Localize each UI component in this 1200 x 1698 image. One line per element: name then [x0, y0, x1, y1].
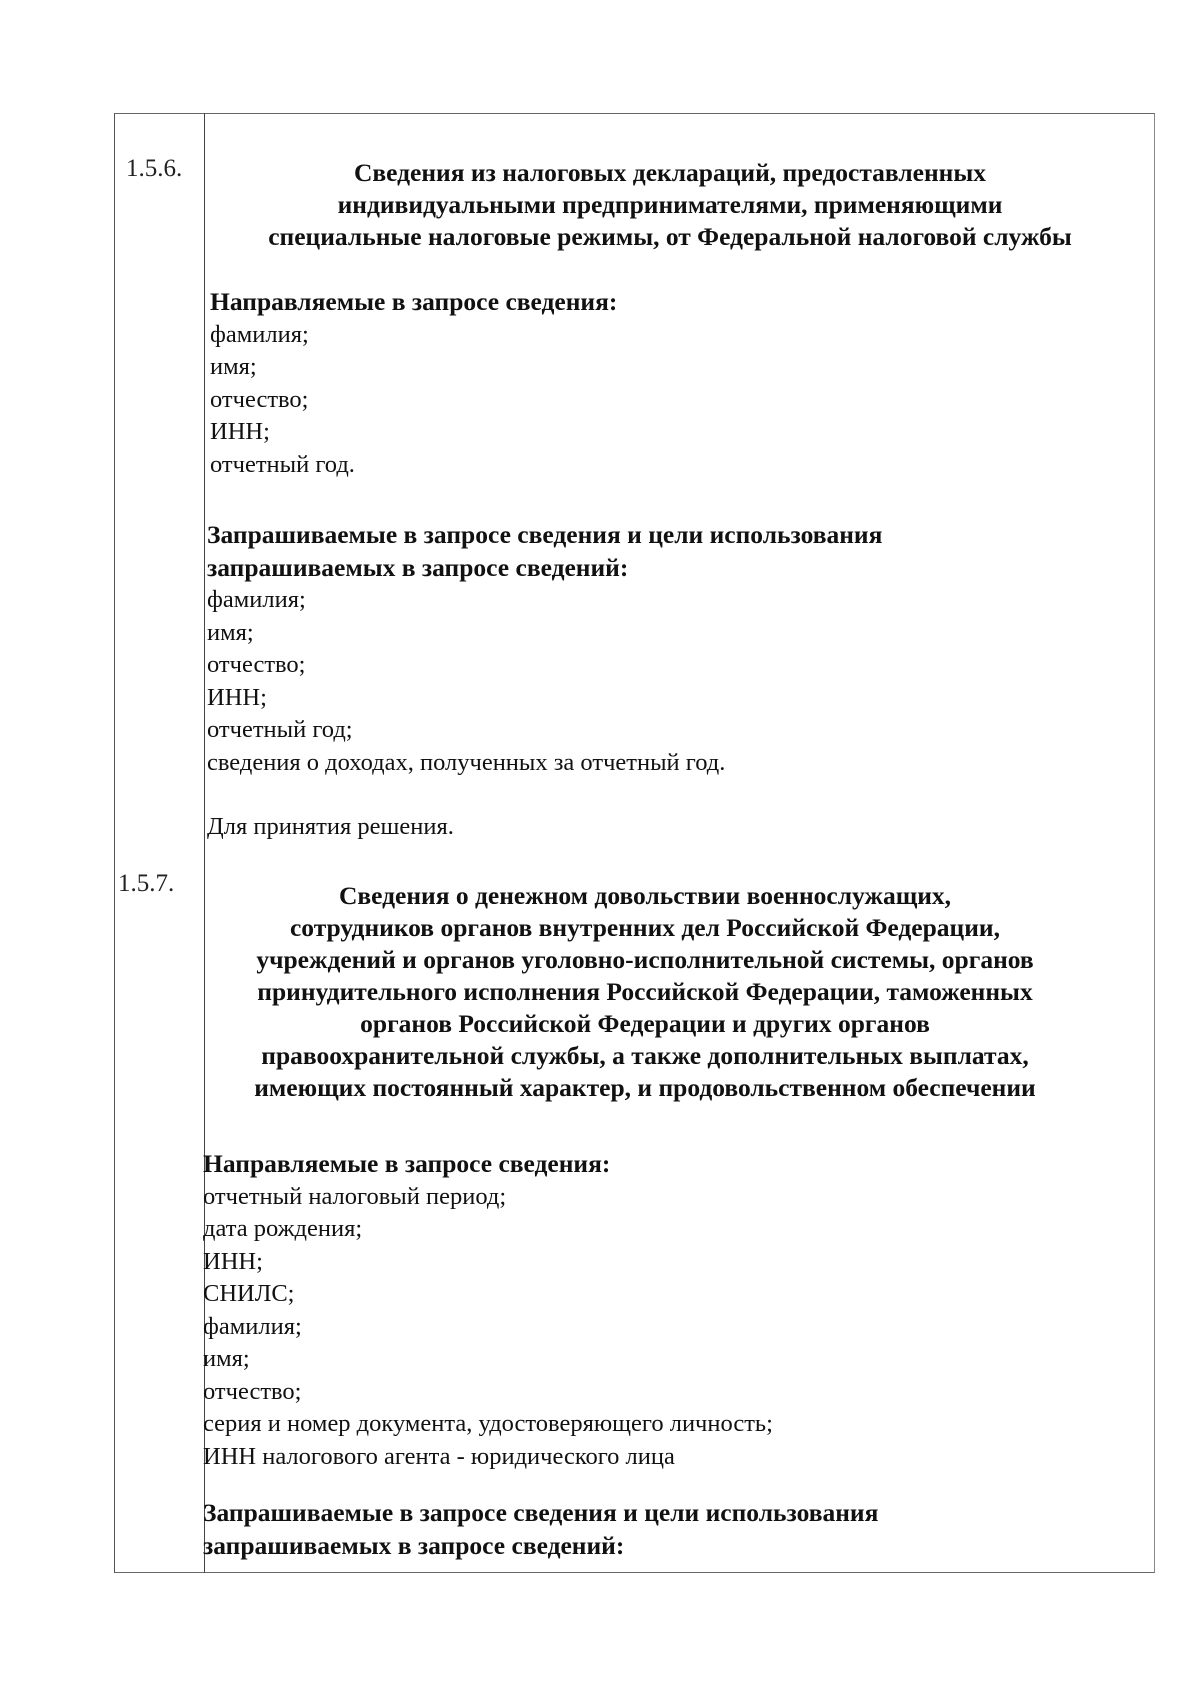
- purpose-text: Для принятия решения.: [207, 813, 454, 840]
- list-item: фамилия;: [207, 586, 306, 613]
- section-1-5-6: [210, 157, 1130, 253]
- section-number: 1.5.7.: [118, 870, 175, 897]
- list-item: ИНН;: [203, 1247, 263, 1275]
- list-item: фамилия;: [203, 1312, 302, 1340]
- section-title-line: Сведения из налоговых деклараций, предоставленных: [353, 158, 987, 187]
- section-title-line: учреждений и органов уголовно-исполнительной системы, органов: [256, 945, 1034, 974]
- sent-label: Направляемые в запросе сведения:: [210, 287, 618, 316]
- list-item: ИНН;: [210, 418, 270, 445]
- requested-info-block: [203, 1497, 1131, 1562]
- sent-label: Направляемые в запросе сведения:: [203, 1149, 611, 1178]
- list-item: сведения о доходах, полученных за отчетный год.: [207, 748, 726, 776]
- list-item: отчетный год.: [210, 450, 355, 478]
- list-item: СНИЛС;: [203, 1280, 295, 1307]
- list-item: серия и номер документа, удостоверяющего личность;: [203, 1410, 773, 1437]
- list-item: ИНН;: [207, 683, 267, 711]
- requested-label: Запрашиваемые в запросе сведения и цели использования запрашиваемых в запросе сведений:: [207, 520, 883, 582]
- list-item: имя;: [207, 618, 254, 646]
- section-title-line: органов Российской Федерации и других органов: [360, 1009, 930, 1038]
- list-item: дата рождения;: [203, 1215, 363, 1242]
- sent-info-block: [203, 1148, 1123, 1473]
- section-title-line: имеющих постоянный характер, и продовольственном обеспечении: [254, 1073, 1036, 1102]
- list-item: фамилия;: [210, 320, 309, 348]
- requested-label: Запрашиваемые в запросе сведения и цели использования запрашиваемых в запросе сведений:: [203, 1498, 879, 1560]
- list-item: имя;: [203, 1345, 250, 1372]
- section-number: 1.5.6.: [126, 155, 183, 182]
- list-item: имя;: [210, 353, 257, 380]
- list-item: отчество;: [210, 385, 309, 413]
- section-title-line: Сведения о денежном довольствии военнослужащих,: [338, 881, 952, 910]
- section-title-line: принудительного исполнения Российской Федерации, таможенных: [257, 977, 1033, 1006]
- section-1-5-7: [200, 880, 1090, 1104]
- sent-info-block: [210, 286, 1130, 481]
- section-title-line: специальные налоговые режимы, от Федеральной налоговой службы: [268, 222, 1072, 251]
- list-item: отчетный год;: [207, 716, 353, 743]
- list-item: ИНН налогового агента - юридического лица: [203, 1442, 675, 1470]
- section-title-line: правоохранительной службы, а также дополнительных выплатах,: [261, 1041, 1029, 1070]
- section-title-line: индивидуальными предпринимателями, применяющими: [337, 190, 1003, 219]
- section-title-line: сотрудников органов внутренних дел Российской Федерации,: [289, 913, 1000, 942]
- list-item: отчество;: [207, 651, 306, 678]
- requested-info-block: [207, 519, 1135, 779]
- list-item: отчество;: [203, 1377, 302, 1405]
- list-item: отчетный налоговый период;: [203, 1182, 507, 1210]
